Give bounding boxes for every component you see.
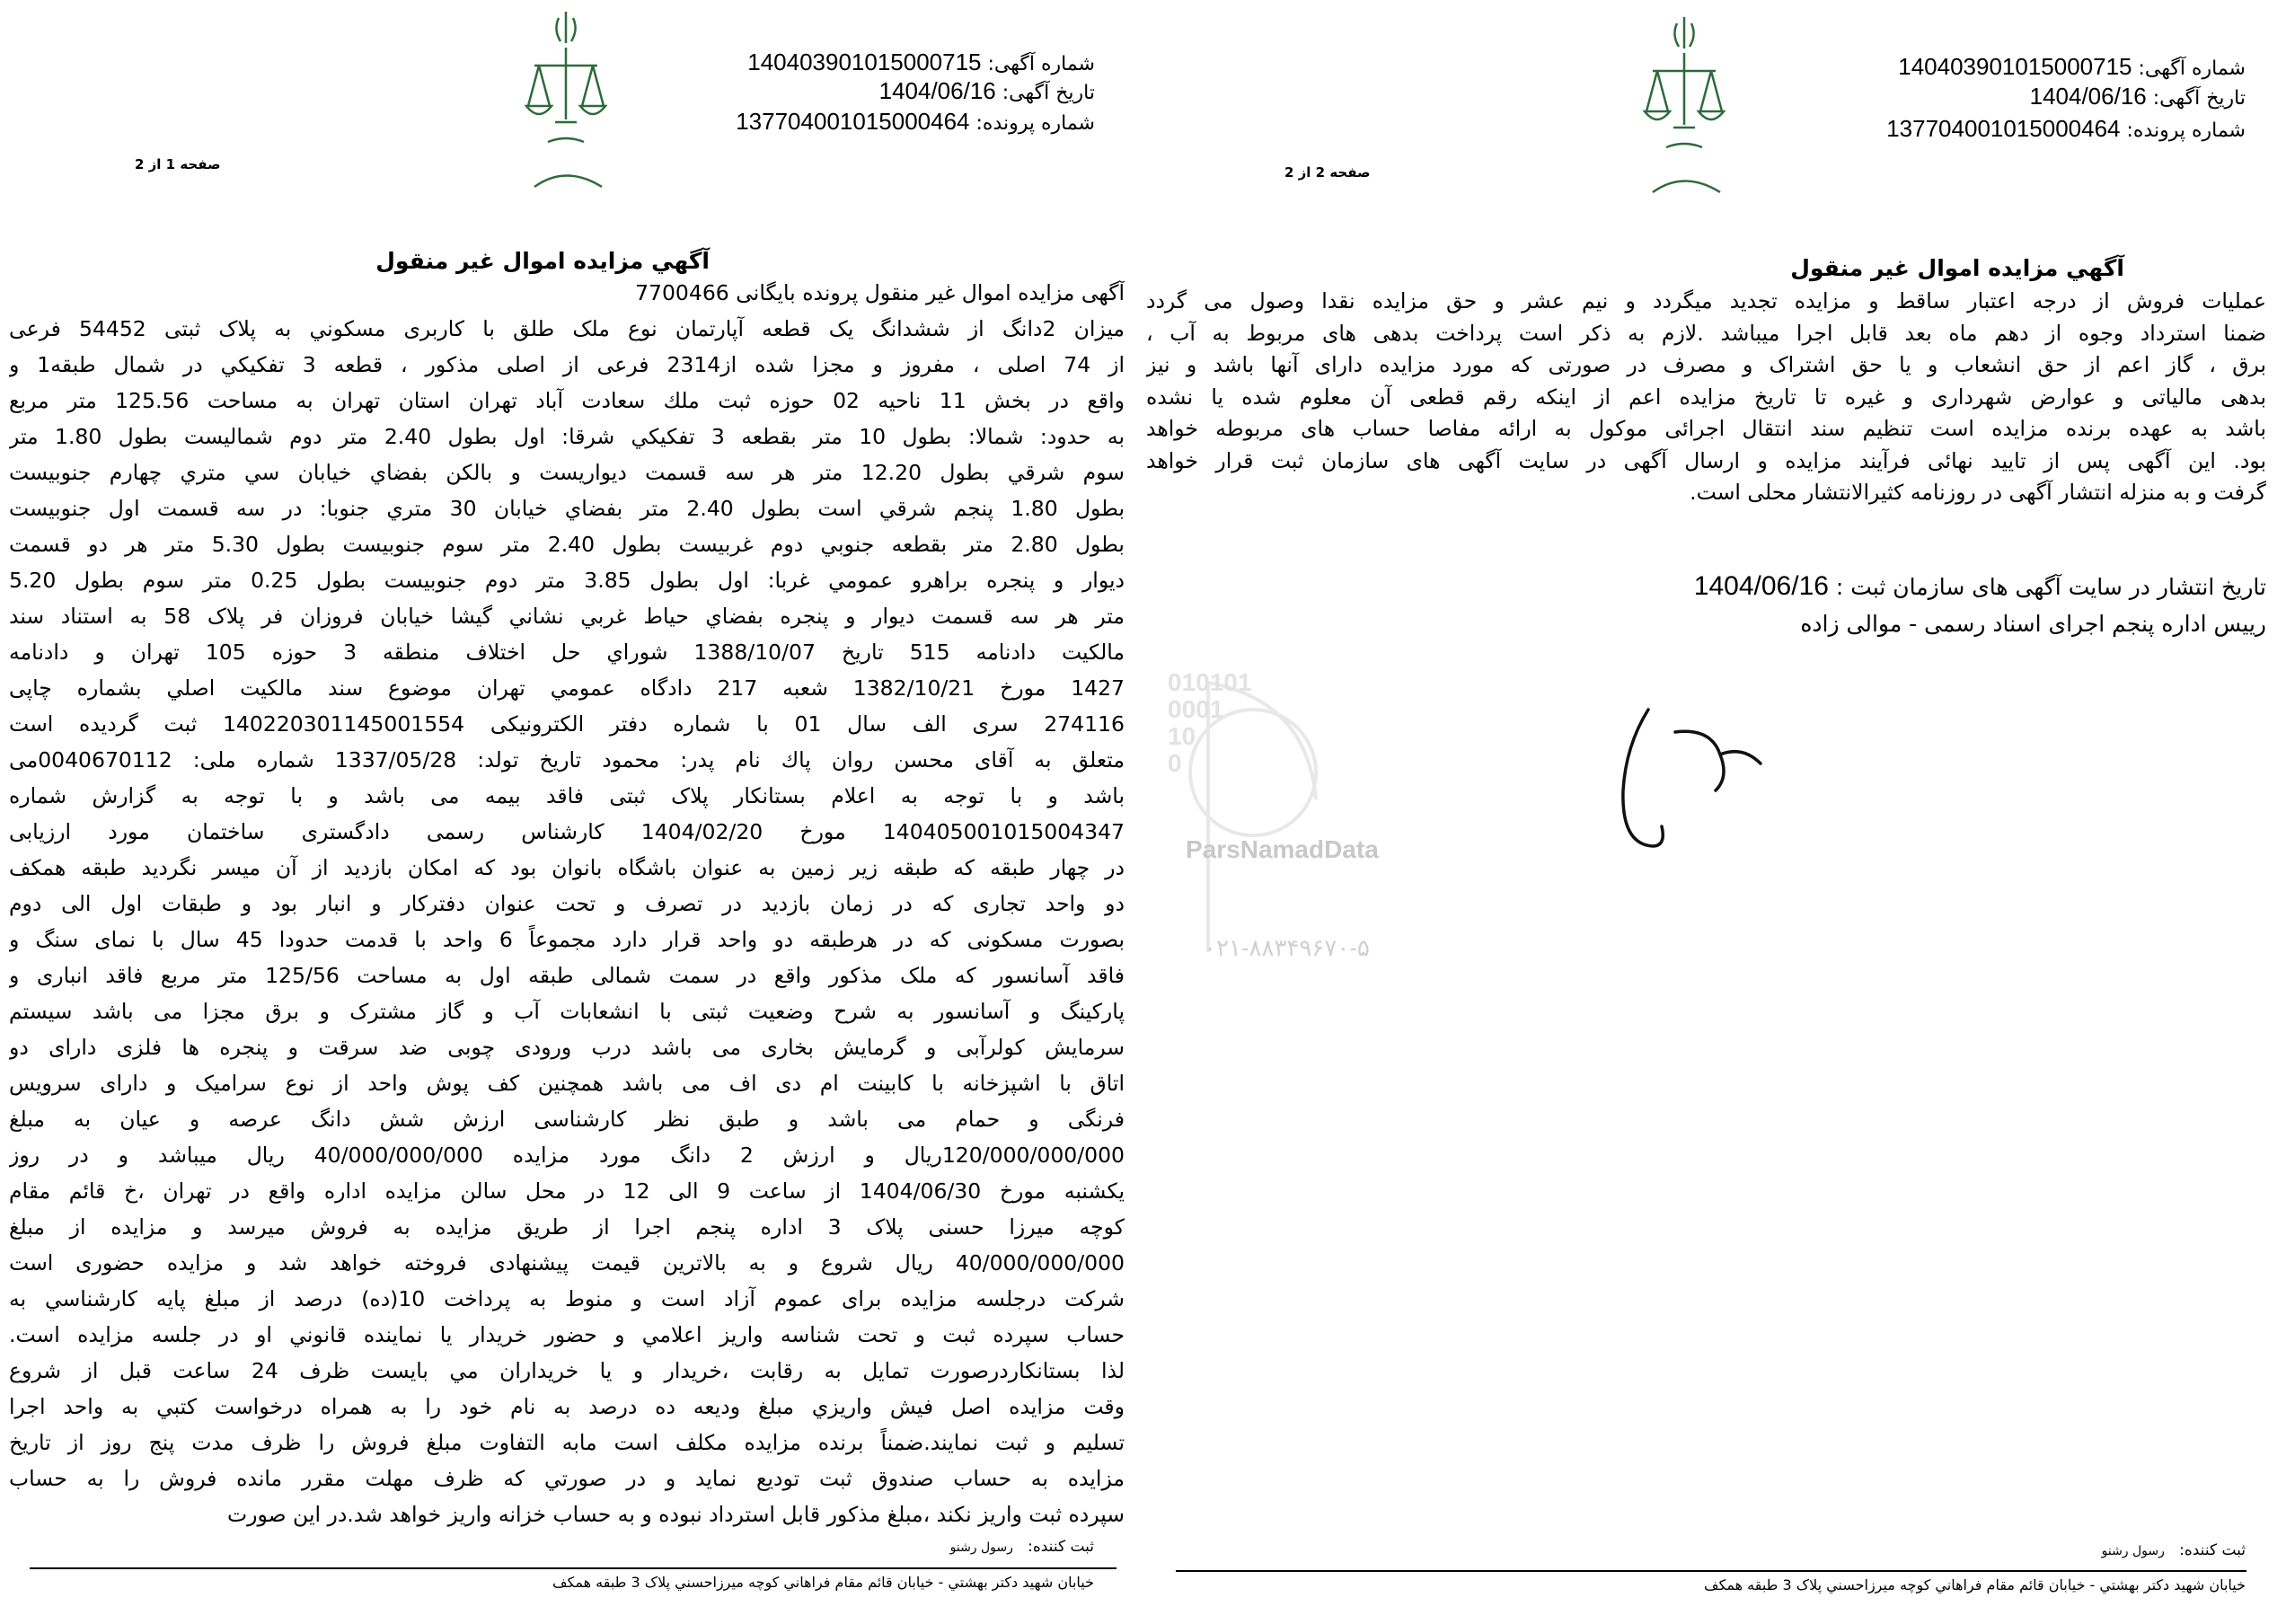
ad-date — [879, 75, 1095, 109]
body-line: باشد و با توجه به اعلام بستانکار پلاک ثبتی فاقد بیمه می باشد و با توجه به گزارش شماره — [9, 783, 1125, 808]
body-line: وقت مزایده اصل فیش واریزي مبلغ ودیعه ده درصد به نام خود را به همراه درخواست کتبي به واحد اجرا — [9, 1394, 1125, 1419]
footer-divider — [1176, 1570, 2246, 1572]
ad-number-label: شماره آگهی: — [2138, 57, 2246, 80]
body-line: سوم شرقي بطول 12.20 متر هر سه قسمت ديواريست و بالكن بفضاي خيابان سي متري چهارم جنوبيست — [9, 460, 1125, 485]
page-number: صفحه 2 از 2 — [1284, 164, 1371, 181]
body-line: برق ، گاز اعم از حق انشعاب و یا حق اشتراک و مصرف در صورتی که مورد مزایده دارای آنها باشد و نیز — [1146, 352, 2266, 377]
registrar-label: ثبت کننده: — [2179, 1541, 2246, 1559]
body-line: مزایده به حساب صندوق ثبت تودیع نماید و در صورتي که ظرف مهلت مقرر مانده فروش را به حساب — [9, 1466, 1125, 1491]
body-line: متر هر سه قسمت ديوار و پنجره بفضاي حياط غربي نشاني گيشا خيابان فروزان فر پلاک 58 به استناد سند — [9, 604, 1125, 629]
body-line: فاقد آسانسور که ملک مذکور واقع در سمت شمالی طبقه اول به مساحت 125/56 متر مربع فاقد انباری و — [9, 963, 1125, 988]
signature-icon — [1585, 692, 1774, 862]
file-number-label: شماره پرونده: — [2126, 119, 2246, 142]
publish-date-line — [1694, 571, 2266, 602]
registrar — [2102, 1541, 2246, 1559]
body-line: سرمایش کولرآبی و گرمایش بخاری می باشد درب ورودی چوبی ضد سرقت و پنجره ها فلزی دارای دو — [9, 1035, 1125, 1060]
body-line: آگهی مزایده اموال غیر منقول پرونده بایگانی 7700466 — [635, 280, 1125, 305]
watermark-phone: ۰۲۱-۸۸۳۴۹۶۷۰-۵ — [1204, 934, 1370, 961]
file-number — [1886, 113, 2246, 146]
watermark-brand: ParsNamadData — [1186, 835, 1379, 863]
ad-date-value: 1404/06/16 — [878, 77, 996, 104]
body-line: گرفت و به منزله انتشار آگهی در روزنامه کثیرالانتشار محلی است. — [1690, 480, 2266, 505]
ad-date — [2030, 81, 2246, 114]
body-line: 140405001015004347 مورخ 1404/02/20 کارشناس رسمی دادگستری ساختمان مورد ارزیابی — [9, 819, 1125, 844]
body-line: بود. این آگهی پس از تایید نهائی فرآیند مزایده و ارسال آگهی در سایت آگهی های سازمان ثبت قرار خواهد — [1146, 447, 2266, 473]
ad-date-label: تاریخ آگهی: — [2152, 87, 2246, 110]
page-title: آگهي مزايده اموال غير منقول — [375, 248, 710, 274]
body-line: واقع در بخش 11 ناحیه 02 حوزه ثبت ملك سعادت آباد تهران استان تهران به مساحت 125.56 متر مربع — [9, 388, 1125, 413]
registrar-label: ثبت کننده: — [1028, 1538, 1094, 1556]
footer-address: خيابان شهيد دكتر بهشتي - خيابان قائم مقام فراهاني كوچه ميرزاحسني پلاک 3 طبقه همكف — [1704, 1576, 2246, 1593]
ad-number-value: 140403901015000715 — [747, 49, 982, 75]
body-line: تسلیم و ثبت نمایند.ضمناً برنده مزایده مکلف است مابه التفاوت مبلغ فروش را ظرف مدت پنج روز از تاریخ — [9, 1430, 1125, 1455]
body-line: بدهی مالیاتی و عوارض شهرداری و غیره تا تاریخ مزایده اعم از اینکه رقم قطعی آن معلوم شده یا نشده — [1146, 384, 2266, 410]
body-line: بطول 1.80 پنجم شرقي است بطول 2.40 متر بفضاي خيابان 30 متري جنوبا: در سه قسمت اول جنوبيست — [9, 496, 1125, 521]
body-line: پارکینگ و آسانسور به شرح وضعیت ثبتی با انشعابات آب و گاز مشترک و برق مجزا می باشد سیستم — [9, 999, 1125, 1024]
body-line: بصورت مسکونی که در هرطبقه دو واحد قرار دارد مجموعاً 6 واحد با قدمت حدودا 45 سال با نمای سنگ و — [9, 927, 1125, 952]
ad-date-value: 1404/06/16 — [2029, 83, 2147, 110]
body-line: 40/000/000/000 ریال شروع و به بالاترین قیمت پیشنهادی فروخته خواهد شد و مزایده حضوری است — [9, 1250, 1125, 1275]
body-line: بطول 2.80 متر بقطعه جنوبي دوم غربيست بطول 2.40 متر سوم جنوبيست بطول 5.30 متر هر دو قسمت — [9, 532, 1125, 557]
body-line: 1427 مورخ 1382/10/21 شعبه 217 دادگاه عمومي تهران موضوع سند مالكيت اصلي بشماره چاپی — [9, 675, 1125, 701]
ad-date-label: تاریخ آگهی: — [1002, 82, 1095, 104]
body-line: متعلق به آقای محسن روان پاك نام پدر: محمود تاریخ تولد: 1337/05/28 شماره ملی: 0040670112می — [9, 747, 1125, 772]
file-number-value: 137704001015000464 — [736, 108, 970, 135]
body-line: مالکیت دادنامه 515 تاریخ 1388/10/07 شوراي حل اختلاف منطقه 3 حوزه 105 تهران و دادنامه — [9, 640, 1125, 665]
footer-address: خيابان شهيد دكتر بهشتي - خيابان قائم مقام فراهاني كوچه ميرزاحسني پلاک 3 طبقه همكف — [552, 1574, 1094, 1591]
body-line: اتاق با اشپزخانه با کابینت ام دی اف می باشد همچنین کف پوش واحد از نوع سرامیک و دارای سرویس — [9, 1071, 1125, 1096]
body-line: لذا بستانکاردرصورت تمایل به رقابت ،خریدار و یا خریداران مي بایست ظرف 24 ساعت قبل از شروع — [9, 1358, 1125, 1383]
notice-body — [9, 275, 1125, 1532]
registrar-name: رسول رشنو — [949, 1540, 1013, 1555]
body-line: ضمنا استرداد وجوه از دهم ماه بعد قابل اجرا میباشد .لازم به ذکر است پرداخت بدهی های مربوط به آب ، — [1146, 320, 2266, 346]
notice-body — [1146, 286, 2266, 509]
page-title: آگهي مزايده اموال غير منقول — [1790, 255, 2124, 281]
body-line: باشد به عهده برنده مزایده است تنظیم سند انتقال اجرائی موکول به ارائه مفاصا حساب های مربوطه خواهد — [1146, 416, 2266, 441]
body-line: از 74 اصلی ، مفروز و مجزا شده از2314 فرعی از اصلی مذکور ، قطعه 3 تفکیکي در شمال طبقه1 و — [9, 352, 1125, 377]
file-number — [736, 106, 1095, 139]
body-line: کوچه میرزا حسنی پلاک 3 اداره پنجم اجرا از طریق مزایده به فروش میرسد و مزایده از مبلغ — [9, 1214, 1125, 1240]
body-line: سپرده ثبت واریز نکند ،مبلغ مذکور قابل استرداد نبوده و به حساب خزانه واریز خواهد شد.در این صورت — [227, 1502, 1125, 1527]
body-line: 274116 سری الف سال 01 با شماره دفتر الکترونیکی 140220301145001554 ثبت گردیده است — [9, 711, 1125, 737]
judiciary-emblem-icon — [521, 7, 611, 200]
body-line: میزان 2دانگ از ششدانگ یک قطعه آپارتمان نوع ملک طلق با کاربری مسکوني به پلاک ثبتی 54452 فرعی — [9, 316, 1125, 341]
registrar — [950, 1538, 1094, 1556]
ad-number — [1898, 51, 2246, 84]
body-line: 120/000/000/000ریال و ارزش 2 دانگ مورد مزایده 40/000/000/000 ریال میباشد و در روز — [9, 1143, 1125, 1168]
body-line: ديوار و پنجره براهرو عمومي غربا: اول بطول 3.85 متر دوم جنوبيست بطول 0.25 متر سوم بطول 5.20 — [9, 568, 1125, 593]
body-line: یکشنبه مورخ 1404/06/30 از ساعت 9 الی 12 در محل سالن مزایده اداره واقع در تهران ،خ قائم مقام — [9, 1178, 1125, 1204]
signatory: رییس اداره پنجم اجرای اسناد رسمی - موالی زاده — [1800, 611, 2266, 637]
body-line: فرنگی و حمام می باشد و طبق نظر کارشناسی ارزش شش دانگ عرصه و عیان به مبلغ — [9, 1107, 1125, 1132]
body-line: حساب سپرده ثبت و تحت شناسه واريز اعلامي و حضور خريدار يا نماينده قانوني او در جلسه مزايده است. — [9, 1322, 1125, 1347]
body-line: در چهار طبقه که طبقه زیر زمین به عنوان باشگاه بانوان بود که امکان بازدید از آن میسر نگردید طبقه همکف — [9, 855, 1125, 880]
publish-date: 1404/06/16 — [1693, 571, 1829, 601]
page-number: صفحه 1 از 2 — [135, 156, 221, 172]
body-line: دو واحد تجاری که در زمان بازدید در تصرف و تحت عنوان دفترکار و انبار بود و طبقات اول الی دوم — [9, 891, 1125, 916]
ad-number-label: شماره آگهی: — [987, 53, 1095, 75]
file-number-value: 137704001015000464 — [1886, 115, 2121, 142]
file-number-label: شماره پرونده: — [975, 112, 1095, 135]
ad-number-value: 140403901015000715 — [1898, 53, 2132, 80]
body-line: به حدود: شمالا: بطول 10 متر بقطعه 3 تفكيكي شرقا: اول بطول 2.40 متر دوم شماليست بطول 1.80 متر — [9, 424, 1125, 449]
judiciary-emblem-icon — [1639, 13, 1729, 206]
watermark-binary: 010101 0001 10 0 — [1168, 668, 1252, 777]
body-line: شرکت درجلسه مزایده برای عموم آزاد است و منوط به پرداخت 10(ده) درصد از مبلغ پایه کارشناسي به — [9, 1286, 1125, 1311]
registrar-name: رسول رشنو — [2101, 1544, 2165, 1558]
body-line: عملیات فروش از درجه اعتبار ساقط و مزایده تجدید میگردد و نیم عشر و حق مزایده نقدا وصول می گردد — [1146, 288, 2266, 313]
publish-label: تاریخ انتشار در سایت آگهی های سازمان ثبت : — [1835, 574, 2266, 600]
footer-divider — [30, 1567, 1117, 1569]
